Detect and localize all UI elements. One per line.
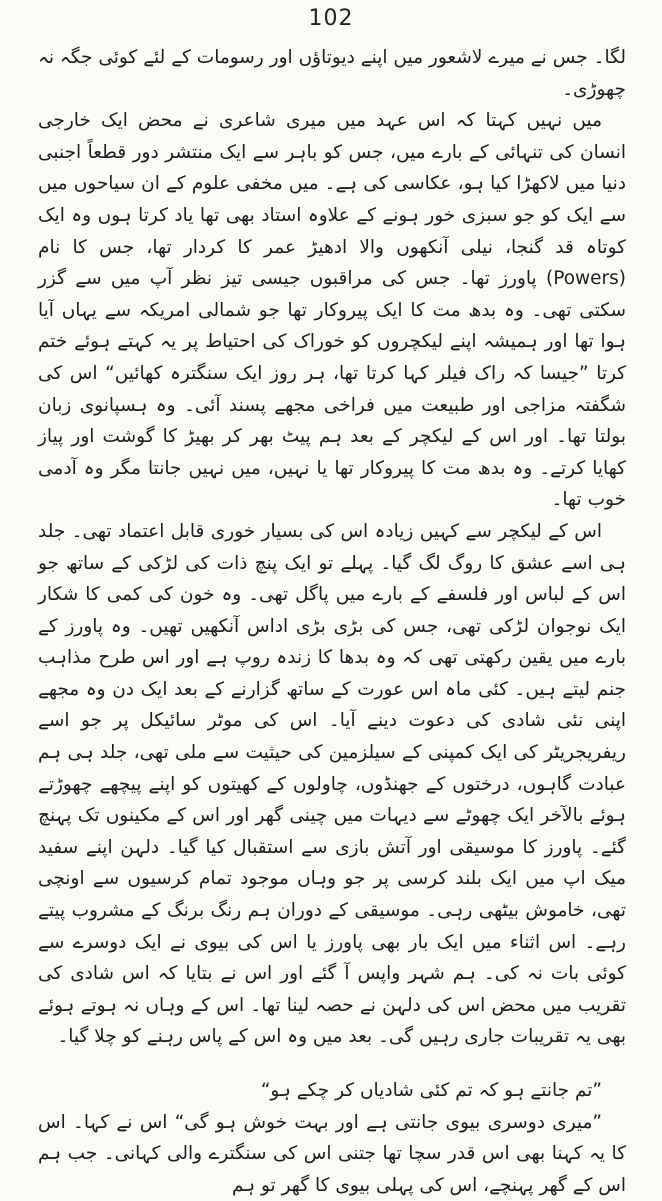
body-text [38,42,626,1201]
paragraph-2: میں نہیں کہتا کہ اس عہد میں میری شاعری نے محض ایک خارجی انسان کی تنہائی کے بارے میں، جس کو باہر سے ایک منتشر دور قطعاً اجنبی دنیا میں لاکھڑا کیا ہو، عکاسی کی ہے۔ میں مخفی علوم کے ان سیاحوں میں سے ایک کو جو سبزی خور ہونے کے علاوہ استاد بھی تھا یاد کرتا ہوں وہ ایک کوتاہ قد گنجا، نیلی آنکھوں والا ادھیڑ عمر کا کردار تھا، جس کا نام (Powers) پاورز تھا۔ جس کی مراقبوں جیسی تیز نظر آپ میں سے گزر سکتی تھی۔ وہ بدھ مت کا ایک پیروکار تھا جو شمالی امریکہ سے یہاں آیا ہوا تھا اور ہمیشہ اپنے لیکچروں کو خوراک کی احتیاط پر یہ کہتے ہوئے ختم کرتا ”جیسا کہ راک فیلر کہا کرتا تھا، ہر روز ایک سنگترہ کھائیں“ اس کی شگفتہ مزاجی اور طبیعت میں فراخی مجھے پسند آئی۔ وہ ہسپانوی زبان بولتا تھا۔ اور اس کے لیکچر کے بعد ہم پیٹ بھر کر بھیڑ کا گوشت اور پیاز کھایا کرتے۔ وہ بدھ مت کا پیروکار تھا یا نہیں، میں نہیں جانتا مگر وہ آدمی خوب تھا۔ [38,110,626,511]
paragraph-3: اس کے لیکچر سے کہیں زیادہ اس کی بسیار خوری قابل اعتماد تھی۔ جلد ہی اسے عشق کا روگ لگ گیا۔ پہلے تو ایک پنچ ذات کی لڑکی کے ساتھ جو اس کے لباس اور فلسفے کے بارے میں پاگل تھی۔ وہ خون کی کمی کا شکار ایک نوجوان لڑکی تھی، جس کی بڑی بڑی اداس آنکھیں تھیں۔ وہ پاورز کے بارے میں یقین رکھتی تھی کہ وہ بدھا کا زندہ روپ ہے اور اس طرح مذاہب جنم لیتے ہیں۔ کئی ماہ اس عورت کے ساتھ گزارنے کے بعد ایک دن وہ مجھے اپنی نئی شادی کی دعوت دینے آیا۔ اس کی موٹر سائیکل پر جو اسے ریفریجریٹر کی ایک کمپنی کے سیلزمین کی حیثیت سے ملی تھی، جلد ہی ہم عبادت گاہوں، درختوں کے جھنڈوں، چاولوں کے کھیتوں کو اپنے پیچھے چھوڑتے ہوئے بالآخر ایک چھوٹے سے دیہات میں چینی گھر اور اس کے مکینوں تک پہنچ گئے۔ پاورز کا موسیقی اور آتش بازی سے استقبال کیا گیا۔ دلہن اپنے سفید میک اپ میں ایک بلند کرسی پر جو وہاں موجود تمام کرسیوں سے اونچی تھی، خاموش بیٹھی رہی۔ موسیقی کے دوران ہم رنگ برنگ کے مشروب پیتے رہے۔ اس اثناء میں ایک بار بھی پاورز یا اس کی بیوی نے ایک دوسرے سے کوئی بات نہ کی۔ ہم شہر واپس آ گئے اور اس نے بتایا کہ اس شادی کی تقریب میں محض اس کی دلہن نے حصہ لینا تھا۔ اس کے وہاں نہ ہوتے ہوئے بھی یہ تقریبات جاری رہیں گی۔ بعد میں وہ اس کے پاس رہنے کو چلا گیا۔ [38,520,626,1048]
dialogue-line-2: ”میری دوسری بیوی جانتی ہے اور بہت خوش ہو گی“ اس نے کہا۔ اس کا یہ کہنا بھی اس قدر سچا تھا جتنی اس کی سنگترے والی کہانی۔ جب ہم اس کے گھر پہنچے، اس کی پہلی بیوی کا گھر تو ہم [38,1111,626,1196]
paragraph-1: لگا۔ جس نے میرے لاشعور میں اپنے دیوتاؤں اور رسومات کے لئے کوئی جگہ نہ چھوڑی۔ [38,47,626,100]
paragraph-gap [38,1053,626,1075]
dialogue-line-1: ”تم جانتے ہو کہ تم کئی شادیاں کر چکے ہو“ [260,1080,602,1101]
page-number: 102 [308,6,354,31]
